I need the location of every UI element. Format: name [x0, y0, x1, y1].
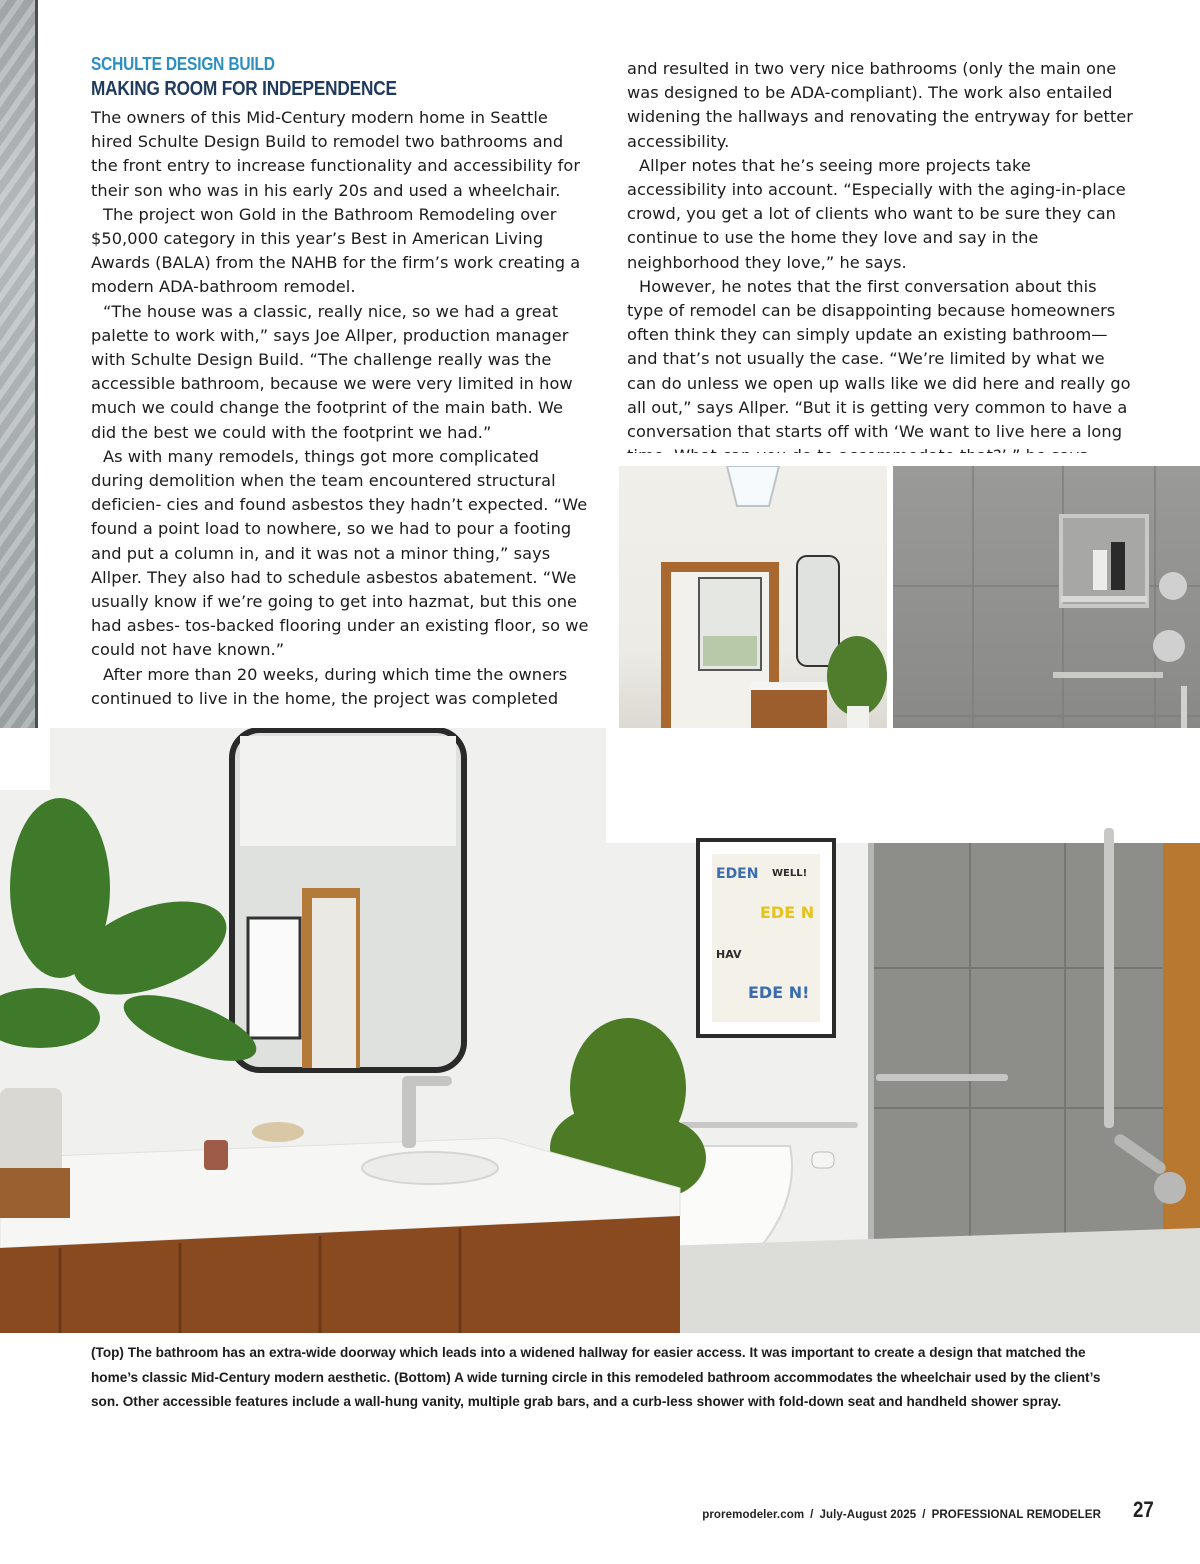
paragraph: After more than 20 weeks, during which time the owners continued to live in the home, the project was completed: [91, 664, 568, 708]
page-number: 27: [1133, 1497, 1154, 1522]
page-margin-corner: [0, 776, 50, 790]
article-kicker: SCHULTE DESIGN BUILD: [91, 54, 275, 74]
bottom-photo: [0, 728, 1200, 1333]
paragraph: and resulted in two very nice bathrooms (only the main one was designed to be ADA-compliant). The work also entailed widening the hallways and renovating the entryway for better accessibility.: [627, 59, 1133, 151]
poster-text: HAV: [716, 948, 742, 961]
left-text-column: [91, 106, 591, 711]
paragraph: The owners of this Mid-Century modern home in Seattle hired Schulte Design Build to remodel two bathrooms and the front entry to increase functionality and accessibility for their son who was in his early 20s and used a wheelchair.: [91, 108, 581, 200]
article-headline: MAKING ROOM FOR INDEPENDENCE: [91, 78, 397, 100]
paragraph: “The house was a classic, really nice, so we had a great palette to work with,” says Joe Allper, production manager with Schulte Design Build. “The challenge really was the accessible bathroom, because we were very limited in how much we could change the footprint of the main bath. We did the best we could with the footprint we had.”: [91, 301, 573, 442]
paragraph: However, he notes that the first conversation about this type of remodel can be disappointing because homeowners often think they can simply update an existing bathroom— and that’s not usually the case. “We’re limited by what we can do unless we open up walls like we did here and really go all out,” says Allper. “But it is getting very common to have a conversation that starts off with ‘We want to live here a long: [627, 276, 1131, 442]
poster-text: WELL!: [772, 868, 808, 879]
right-text-column: [627, 57, 1135, 468]
poster-text: EDEN: [716, 866, 759, 882]
page-footer: proremodeler.com / July-August 2025 / PROFESSIONAL REMODELER: [702, 1509, 1101, 1521]
poster-text: EDE N!: [748, 983, 810, 1002]
edge-photo-border: [35, 0, 38, 776]
photo-caption: (Top) The bathroom has an extra-wide doorway which leads into a widened hallway for easier access. It was important to create a design that matched the home’s classic Mid-Century modern aesthetic. (Bottom) A wide turning circle in this remodeled bathroom accommodates the wheelchair used by the client’s son. Other accessible features include a wall-hung vanity, multiple grab bars, and a curb-less shower with fold-down seat and handheld shower spray.: [91, 1345, 1101, 1409]
paragraph: As with many remodels, things got more complicated during demolition when the team encountered structural deficien- cies and found asbestos they hadn’t expected. “We found a point load to nowhere, so we had to pour a footing and put a column in, and it was not a minor thing,” says Allper. They also had to schedule asbestos abatement. “We usually know if we’re going to get into hazmat, but this one had asbes- tos-backed flooring under an existing floor, so we could not have known.”: [91, 446, 589, 660]
paragraph: The project won Gold in the Bathroom Remodeling over $50,000 category in this year’s Best in American Living Awards (BALA) from the NAHB for the firm’s work creating a modern ADA-bathroom remodel.: [91, 204, 581, 297]
main-bathroom-illustration: [0, 728, 1200, 1333]
poster-text: EDE N: [760, 903, 815, 922]
edge-photo-strip: [0, 0, 38, 776]
footer-site: proremodeler.com: [702, 1509, 805, 1521]
paragraph: Allper notes that he’s seeing more projects take accessibility into account. “Especially with the aging-in-place crowd, you get a lot of clients who want to be sure they can continue to use the home they love and say in the neighborhood they love,” he says.: [627, 155, 1126, 272]
footer-issue: July-August 2025: [819, 1509, 917, 1521]
footer-magazine: PROFESSIONAL REMODELER: [931, 1509, 1101, 1521]
